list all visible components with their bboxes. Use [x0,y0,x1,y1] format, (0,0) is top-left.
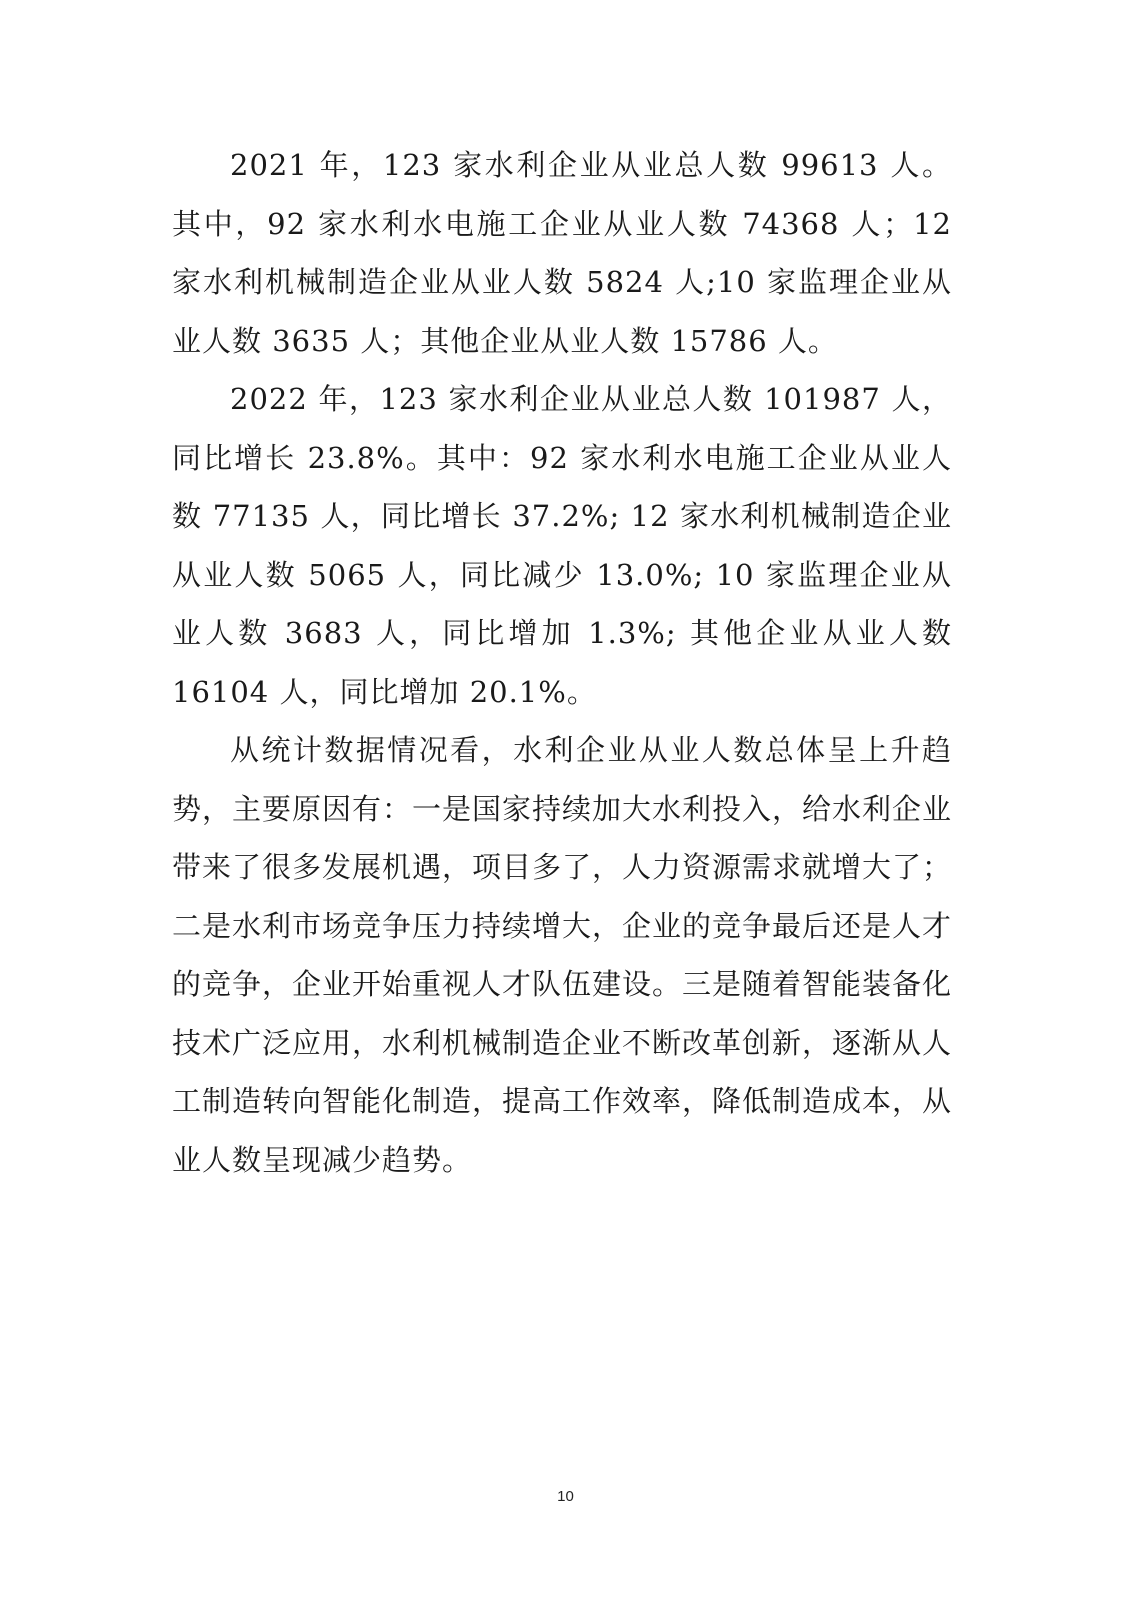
page-number: 10 [557,1488,574,1505]
paragraph-trend-analysis: 从统计数据情况看，水利企业从业人数总体呈上升趋势，主要原因有：一是国家持续加大水利投入，给水利企业带来了很多发展机遇，项目多了，人力资源需求就增大了；二是水利市场竞争压力持续增大，企业的竞争最后还是人才的竞争，企业开始重视人才队伍建设。三是随着智能装备化技术广泛应用，水利机械制造企业不断改革创新，逐渐从人工制造转向智能化制造，提高工作效率，降低制造成本，从业人数呈现减少趋势。 [172,733,953,1177]
paragraph-2022-employment: 2022 年，123 家水利企业从业总人数 101987 人，同比增长 23.8%。其中：92 家水利水电施工企业从业人数 77135 人，同比增长 37.2%; 12 家水利机械制造企业从业人数 5065 人，同比减少 13.0%; 10 家监理企业从业人数 3683 人，同比增加 1.3%; 其他企业从业人数 16104 人，同比增加 20.1%。 [172,382,952,709]
paragraph-2021-employment: 2021 年，123 家水利企业从业总人数 99613 人。其中，92 家水利水电施工企业从业人数 74368 人；12 家水利机械制造企业从业人数 5824 人;10 家监理企业从业人数 3635 人；其他企业从业人数 15786 人。 [172,148,952,358]
body-text [172,136,952,1189]
